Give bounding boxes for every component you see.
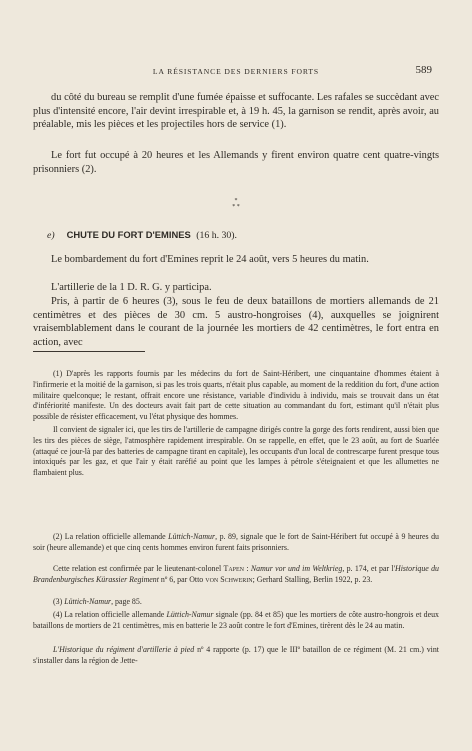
paragraph-4: L'artillerie de la 1 D. R. G. y participa. — [51, 282, 212, 293]
section-title: CHUTE DU FORT D'EMINES — [66, 229, 191, 240]
footnote-2b-author: Tapen — [223, 564, 245, 573]
footnote-4-text-a: (4) La relation officielle allemande — [53, 610, 167, 619]
footnote-4 — [33, 610, 439, 632]
page-number: 589 — [415, 64, 432, 76]
footnote-4-text-b: signale (pp. 84 et 85) que les mortiers de côte austro-hongrois et deux bataillons de mortiers de 21 centimètres, mis en batterie le 23 août contre le fort d'Emines, tirèrent dès le 24 au matin. — [33, 610, 439, 630]
footnote-4b-title: L'Historique du régiment d'artillerie à pied — [53, 645, 195, 654]
footnote-1-continuation: Il convient de signaler ici, que les tirs de l'artillerie de campagne dirigés contre la gorge des forts rendirent, aussi bien que les tirs des pièces de siège, l'atmosphère rapidement irrespirable. On se rappelle, en effet, que le 23 août, au fort de Suarlée (attaqué ce jour-là par des batteries de campagne tirant en capitale), les occupants d'un local de contrescarpe furent presque tous intoxiqués par les gaz, et que l'air y était raréfié au point que les lampes à pétrole s'éteignaient et que les allumettes ne flambaient plus. — [33, 425, 439, 478]
section-heading — [47, 229, 237, 241]
footnote-2b-text-e: ; Gerhard Stalling, Berlin 1922, p. 23. — [252, 574, 373, 584]
footnote-2b-text-d: nº 6, par Otto — [158, 574, 206, 584]
footnote-4-title: Lüttich-Namur — [166, 610, 214, 619]
footnote-4-continuation — [33, 645, 439, 667]
footnote-2b-text-c: , p. 174, et par l' — [342, 564, 396, 573]
footnote-separator — [33, 351, 145, 352]
footnote-2-text-a: (2) La relation officielle allemande — [53, 532, 169, 541]
footnote-2 — [33, 532, 439, 554]
footnote-1: (1) D'après les rapports fournis par les médecins du fort de Saint-Héribert, une cinquantaine d'hommes étaient à l'infirmerie et la moitié de la garnison, si pas les trois quarts, n'était plus capable, au moment de la reddition du fort, d'une action militaire quelconque; le restant, offrait encore une résistance, variable d'individu à individu, mais se trouvait dans un état d'infériorité manifeste. Un des docteurs avait fait part de cette situation au commandant du fort, estimant qu'il n'était plus possible de résister efficacement, vu l'état physique des hommes. — [33, 369, 439, 422]
running-head: LA RÉSISTANCE DES DERNIERS FORTS — [152, 67, 320, 76]
asterism-bottom: * * — [232, 204, 240, 210]
footnote-4b-text: nº 4 rapporte (p. 17) que le IIIº bataillon de ce régiment (M. 21 cm.) vint s'installer dans la région de Jette- — [33, 645, 439, 665]
paragraph-1: du côté du bureau se remplit d'une fumée épaisse et suffocante. Les rafales se succèdant avec plus d'intensité encore, l'air devint irrespirable et, à 19 h. 45, la garnison se rendit, après avoir, au préalable, mis les pièces et les projectiles hors de service (1). — [33, 92, 439, 131]
paragraph-2: Le fort fut occupé à 20 heures et les Allemands y firent environ quatre cent quatre-vingts prisonniers (2). — [33, 150, 439, 175]
paragraph-5: Pris, à partir de 6 heures (3), sous le feu de deux bataillons de mortiers allemands de 21 centimètres et des pièces de 30 cm. 5 austro-hongroises (4), auxquelles se joignirent vraisemblablement dans le courant de la journée les mortiers de 42 centimètres, le fort entra en action, avec — [33, 296, 439, 349]
footnote-3-text-b: , page 85. — [111, 597, 142, 606]
footnote-2-title: Lüttich-Namur — [168, 532, 216, 541]
asterism-top: * — [234, 198, 238, 204]
footnote-2b-title-1: Namur vor und im Weltkrieg — [250, 564, 343, 573]
footnote-3-title: Lüttich-Namur — [64, 597, 112, 606]
asterism-ornament — [0, 198, 472, 210]
footnote-3 — [33, 597, 439, 608]
footnote-2b-title-2: Historique du Brandenburgisches Kürassier Regiment — [33, 564, 440, 584]
footnote-2b-author-2: von Schwerin — [205, 574, 253, 584]
footnote-3-text-a: (3) — [53, 597, 65, 606]
footnote-2b-text-b: : — [244, 564, 251, 573]
footnote-2-text-b: , p. 89, signale que le fort de Saint-Héribert fut occupé à 9 heures du soir (heure allemande) et que cinq cents hommes environ furent faits prisonniers. — [33, 532, 439, 552]
footnote-2b-text-a: Cette relation est confirmée par le lieutenant-colonel — [53, 564, 224, 573]
section-letter: e) — [47, 230, 55, 241]
section-time: (16 h. 30). — [196, 230, 238, 241]
paragraph-3: Le bombardement du fort d'Emines reprit le 24 août, vers 5 heures du matin. — [51, 254, 369, 265]
footnote-2-continuation — [33, 564, 439, 586]
